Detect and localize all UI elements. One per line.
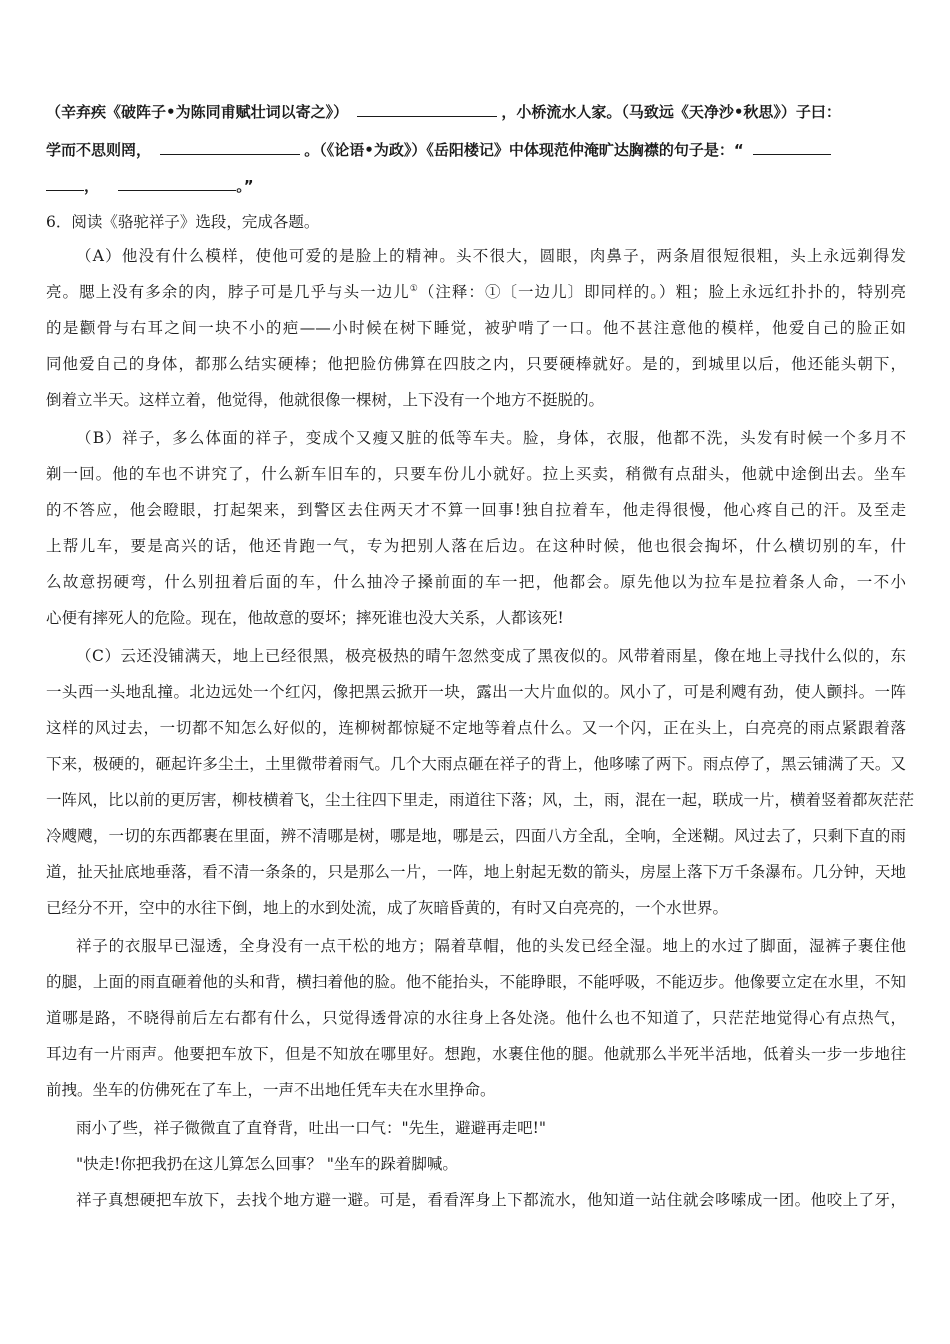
passage-c-line: （C）云还没铺满天，地上已经很黑，极亮极热的晴午忽然变成了黑夜似的。风带着雨星，像在地上寻找什么似的，东 bbox=[76, 647, 906, 665]
passage-e-line: 祥子真想硬把车放下，去找个地方避一避。可是，看看浑身上下都流水，他知道一站住就会哆嗦成一团。他咬上了牙， bbox=[76, 1191, 906, 1209]
passage-d-line: 前拽。坐车的仿佛死在了车上，一声不出地任凭车夫在水里挣命。 bbox=[46, 1081, 496, 1099]
passage-d-line: 的腿，上面的雨直砸着他的头和背，横扫着他的脸。他不能抬头，不能睁眼，不能呼吸，不能迈步。他像要立定在水里，不知 bbox=[46, 973, 906, 991]
fill-blank-text: 。” bbox=[236, 177, 254, 195]
fill-blank-line-3 bbox=[46, 176, 906, 196]
fill-blank-text: （辛弃疾《破阵子•为陈同甫赋壮词以寄之》） bbox=[46, 103, 349, 121]
passage-b-line: 么故意拐硬弯，什么别扭着后面的车，什么抽冷子搡前面的车一把，他都会。原先他以为拉车是拉着条人命，一不小 bbox=[46, 573, 906, 591]
passage-a-line: 倒着立半天。这样立着，他觉得，他就很像一棵树，上下没有一个地方不挺脱的。 bbox=[46, 391, 605, 409]
passage-a-text: （注释：①〔一边儿〕即同样的。）粗；脸上永远红扑扑的，特别亮 bbox=[418, 283, 906, 301]
answer-blank[interactable] bbox=[753, 140, 831, 155]
passage-c-line: 冷飕飕，一切的东西都裹在里面，辨不清哪是树，哪是地，哪是云，四面八方全乱，全响，全迷糊。风过去了，只剩下直的雨 bbox=[46, 827, 906, 845]
fill-blank-text: 学而不思则罔， bbox=[46, 141, 152, 159]
dialogue-line: 雨小了些，祥子微微直了直脊背，吐出一口气："先生，避避再走吧!" bbox=[76, 1119, 546, 1137]
passage-c-line: 一头西一头地乱撞。北边远处一个红闪，像把黑云掀开一块，露出一大片血似的。风小了，可是利飕有劲，使人颤抖。一阵 bbox=[46, 683, 906, 701]
passage-b-line: 上帮儿车，要是高兴的话，他还肯跑一气，专为把别人落在后边。在这种时候，他也很会掏坏，什么横切别的车，什 bbox=[46, 537, 906, 555]
passage-c-line: 已经分不开，空中的水往下倒，地上的水到处流，成了灰暗昏黄的，有时又白亮亮的，一个水世界。 bbox=[46, 899, 729, 917]
fill-blank-text: ，小桥流水人家。（马致远《天净沙•秋思》）子曰： bbox=[501, 103, 841, 121]
passage-a-text: 亮。腮上没有多余的肉，脖子可是几乎与头一边儿 bbox=[46, 283, 410, 301]
fill-blank-text: 。（《论语•为政》）《岳阳楼记》中体现范仲淹旷达胸襟的句子是：“ bbox=[304, 141, 744, 159]
passage-b-line: （B）祥子，多么体面的祥子，变成个又瘦又脏的低等车夫。脸，身体，衣服，他都不洗，头发有时候一个多月不 bbox=[76, 429, 906, 447]
answer-blank[interactable] bbox=[118, 176, 236, 191]
passage-c-line: 下来，极硬的，砸起许多尘土，土里微带着雨气。几个大雨点砸在祥子的背上，他哆嗦了两下。雨点停了，黑云铺满了天。又 bbox=[46, 755, 906, 773]
dialogue-line: "快走!你把我扔在这儿算怎么回事？ "坐车的跺着脚喊。 bbox=[76, 1155, 458, 1173]
passage-c-line: 这样的风过去，一切都不知怎么好似的，连柳树都惊疑不定地等着点什么。又一个闪，正在头上，白亮亮的雨点紧跟着落 bbox=[46, 719, 906, 737]
passage-c-line: 道，扯天扯底地垂落，看不清一条条的，只是那么一片，一阵，地上射起无数的箭头，房屋上落下万千条瀑布。几分钟，天地 bbox=[46, 863, 906, 881]
fill-blank-text: ， bbox=[84, 177, 100, 195]
passage-c-line: 一阵风，比以前的更厉害，柳枝横着飞，尘土往四下里走，雨道往下落；风，土，雨，混在一起，联成一片，横着竖着都灰茫茫 bbox=[46, 791, 915, 809]
answer-blank[interactable] bbox=[160, 140, 300, 155]
passage-a-line: （A）他没有什么模样，使他可爱的是脸上的精神。头不很大，圆眼，肉鼻子，两条眉很短很粗，头上永远剃得发 bbox=[76, 247, 906, 265]
passage-d-line: 道哪是路，不晓得前后左右都有什么，只觉得透骨凉的水往身上各处浇。他什么也不知道了，只茫茫地觉得心有点热气， bbox=[46, 1009, 906, 1027]
passage-b-line: 心便有摔死人的危险。现在，他故意的耍坏；摔死谁也没大关系，人都该死! bbox=[46, 609, 564, 627]
passage-a-line: 同他爱自己的身体，都那么结实硬棒；他把脸仿佛算在四肢之内，只要硬棒就好。是的，到城里以后，他还能头朝下， bbox=[46, 355, 906, 373]
fill-blank-line-2 bbox=[46, 140, 906, 160]
passage-d-line: 耳边有一片雨声。他要把车放下，但是不知放在哪里好。想跑，水裹住他的腿。他就那么半死半活地，低着头一步一步地往 bbox=[46, 1045, 906, 1063]
question-title: 6．阅读《骆驼祥子》选段，完成各题。 bbox=[46, 213, 320, 231]
passage-a-line: 的是颧骨与右耳之间一块不小的疤——小时候在树下睡觉，被驴啃了一口。他不甚注意他的模样，他爱自己的脸正如 bbox=[46, 319, 906, 337]
answer-blank[interactable] bbox=[46, 176, 84, 191]
fill-blank-line-1 bbox=[46, 102, 906, 122]
passage-b-line: 剃一回。他的车也不讲究了，什么新车旧车的，只要车份儿小就好。拉上买卖，稍微有点甜头，他就中途倒出去。坐车 bbox=[46, 465, 906, 483]
footnote-mark: ① bbox=[409, 283, 419, 294]
passage-a-line bbox=[46, 282, 906, 302]
passage-d-line: 祥子的衣服早已湿透，全身没有一点干松的地方；隔着草帽，他的头发已经全湿。地上的水过了脚面，湿裤子裹住他 bbox=[76, 937, 906, 955]
answer-blank[interactable] bbox=[357, 102, 497, 117]
passage-b-line: 的不答应，他会瞪眼，打起架来，到警区去住两天才不算一回事!独自拉着车，他走得很慢，他心疼自己的汗。及至走 bbox=[46, 501, 906, 519]
